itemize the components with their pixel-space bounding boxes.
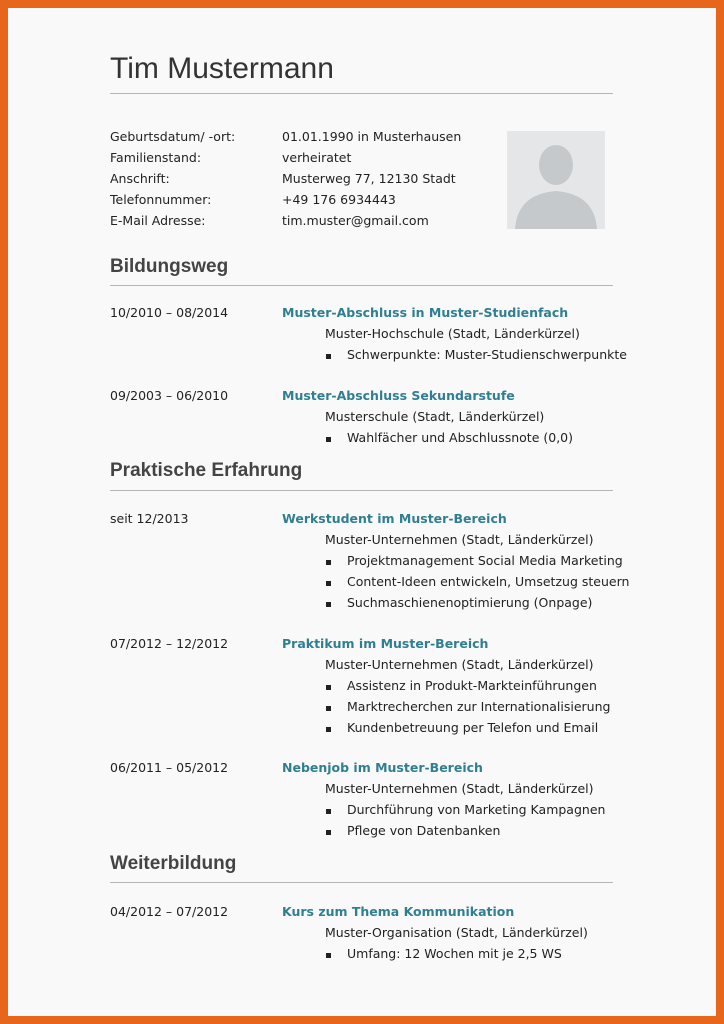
entry-title: Kurs zum Thema Kommunikation <box>282 904 515 919</box>
entry-title: Muster-Abschluss Sekundarstufe <box>282 388 515 403</box>
entry-date: 10/2010 – 08/2014 <box>110 305 229 320</box>
bullet-item: Content-Ideen entwickeln, Umsetzug steuern <box>325 574 629 595</box>
bullet-item: Kundenbetreuung per Telefon und Email <box>325 720 610 741</box>
entry-bullets <box>325 430 573 451</box>
personal-value: +49 176 6934443 <box>282 192 396 207</box>
personal-value: verheiratet <box>282 150 352 165</box>
entry-title: Nebenjob im Muster-Bereich <box>282 760 483 775</box>
name-divider <box>110 93 613 94</box>
entry-date: 07/2012 – 12/2012 <box>110 636 229 651</box>
section-title-further-education: Weiterbildung <box>110 853 237 874</box>
bullet-item: Projektmanagement Social Media Marketing <box>325 553 629 574</box>
section-title-education: Bildungsweg <box>110 256 229 277</box>
entry-organization: Muster-Hochschule (Stadt, Länderkürzel) <box>325 326 580 341</box>
section-title-experience: Praktische Erfahrung <box>110 460 303 481</box>
entry-date: 09/2003 – 06/2010 <box>110 388 229 403</box>
bullet-item: Suchmaschienenoptimierung (Onpage) <box>325 595 629 616</box>
personal-value: tim.muster@gmail.com <box>282 213 429 228</box>
entry-title: Praktikum im Muster-Bereich <box>282 636 489 651</box>
cv-page <box>8 8 716 1016</box>
personal-label: Anschrift: <box>110 171 170 186</box>
bullet-item: Marktrecherchen zur Internationalisierung <box>325 699 610 720</box>
personal-label: Telefonnummer: <box>110 192 212 207</box>
personal-label: Familienstand: <box>110 150 202 165</box>
entry-organization: Muster-Unternehmen (Stadt, Länderkürzel) <box>325 532 594 547</box>
entry-bullets <box>325 347 627 368</box>
entry-title: Werkstudent im Muster-Bereich <box>282 511 507 526</box>
entry-bullets <box>325 946 562 967</box>
entry-organization: Musterschule (Stadt, Länderkürzel) <box>325 409 545 424</box>
personal-value: Musterweg 77, 12130 Stadt <box>282 171 456 186</box>
bullet-item: Schwerpunkte: Muster-Studienschwerpunkte <box>325 347 627 368</box>
section-divider <box>110 490 613 491</box>
entry-title: Muster-Abschluss in Muster-Studienfach <box>282 305 569 320</box>
entry-organization: Muster-Unternehmen (Stadt, Länderkürzel) <box>325 657 594 672</box>
section-divider <box>110 285 613 286</box>
entry-organization: Muster-Unternehmen (Stadt, Länderkürzel) <box>325 781 594 796</box>
entry-date: 06/2011 – 05/2012 <box>110 760 229 775</box>
entry-bullets <box>325 678 610 741</box>
bullet-item: Wahlfächer und Abschlussnote (0,0) <box>325 430 573 451</box>
bullet-item: Umfang: 12 Wochen mit je 2,5 WS <box>325 946 562 967</box>
entry-organization: Muster-Organisation (Stadt, Länderkürzel) <box>325 925 588 940</box>
bullet-item: Pflege von Datenbanken <box>325 823 605 844</box>
entry-date: seit 12/2013 <box>110 511 189 526</box>
personal-value: 01.01.1990 in Musterhausen <box>282 129 462 144</box>
person-name: Tim Mustermann <box>110 52 334 85</box>
entry-bullets <box>325 802 605 844</box>
personal-label: E-Mail Adresse: <box>110 213 206 228</box>
profile-photo-placeholder <box>507 131 605 229</box>
entry-date: 04/2012 – 07/2012 <box>110 904 229 919</box>
entry-bullets <box>325 553 629 616</box>
person-silhouette-icon <box>507 131 605 229</box>
bullet-item: Durchführung von Marketing Kampagnen <box>325 802 605 823</box>
personal-label: Geburtsdatum/ -ort: <box>110 129 236 144</box>
bullet-item: Assistenz in Produkt-Markteinführungen <box>325 678 610 699</box>
section-divider <box>110 882 613 883</box>
